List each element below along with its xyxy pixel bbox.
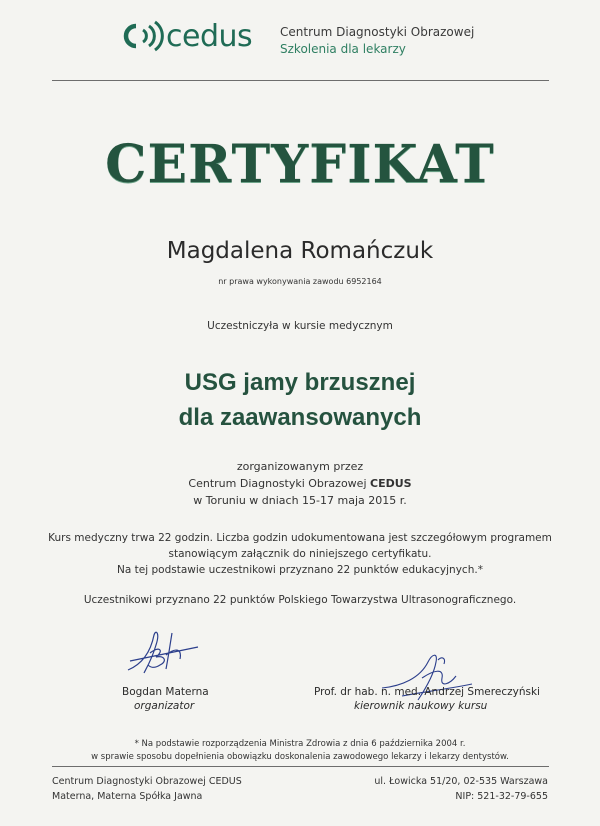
footnote-line-2: w sprawie sposobu dopełnienia obowiązku doskonalenia zawodowego lekarzy i lekarzy dentystów. [91, 752, 509, 762]
organizer-line [0, 475, 600, 492]
header-org-name: Centrum Diagnostyki Obrazowej [280, 25, 475, 39]
footer-nip: NIP: 521-32-79-655 [455, 791, 548, 802]
course-info-line-3: Na tej podstawie uczestnikowi przyznano 22 punktów edukacyjnych.* [117, 564, 483, 576]
organizer-block [0, 458, 600, 509]
logo-wordmark: cedus [166, 18, 253, 54]
course-title-line-2: dla zaawansowanych [178, 404, 422, 431]
organizer-signatory-name: Bogdan Materna [122, 686, 209, 698]
organizer-role: organizator [134, 700, 195, 712]
course-title-line-1: USG jamy brzusznej [184, 369, 416, 396]
certificate-title: CERTYFIKAT [105, 134, 495, 195]
header-divider [52, 80, 549, 81]
scientific-director-signature [372, 648, 482, 708]
participation-text: Uczestniczyła w kursie medycznym [207, 320, 393, 332]
organized-by-text: zorganizowanym przez [236, 460, 364, 473]
footer-company-name: Centrum Diagnostyki Obrazowej CEDUS [52, 776, 242, 787]
course-info-line-1: Kurs medyczny trwa 22 godzin. Liczba godzin udokumentowana jest szczegółowym programem [48, 532, 552, 544]
footer-company-legal: Materna, Materna Spółka Jawna [52, 791, 203, 802]
organizer-name: Centrum Diagnostyki Obrazowej [188, 477, 367, 490]
legal-footnote [0, 738, 600, 764]
organizer-signature [120, 625, 210, 680]
footnote-line-1: * Na podstawie rozporządzenia Ministra Zdrowia z dnia 6 października 2004 r. [134, 739, 466, 749]
course-info-line-2: stanowiącym załącznik do niniejszego certyfikatu. [168, 548, 432, 560]
header-org-info [280, 24, 474, 58]
footer-divider [52, 766, 549, 767]
director-signatory-name: Prof. dr hab. n. med. Andrzej Smereczyński [314, 686, 540, 698]
footer-address [374, 774, 548, 804]
organizer-brand: CEDUS [370, 477, 412, 490]
course-title [0, 365, 600, 435]
license-number: nr prawa wykonywania zawodu 6952164 [218, 277, 382, 286]
course-info [0, 530, 600, 578]
footer-company [52, 774, 242, 804]
cedus-logo [120, 18, 252, 54]
header-org-subtitle: Szkolenia dla lekarzy [280, 42, 406, 56]
footer-street: ul. Łowicka 51/20, 02-535 Warszawa [374, 776, 548, 787]
ptu-points-text: Uczestnikowi przyznano 22 punktów Polskiego Towarzystwa Ultrasonograficznego. [83, 594, 517, 606]
recipient-name: Magdalena Romańczuk [166, 238, 434, 264]
place-and-date: w Toruniu w dniach 15-17 maja 2015 r. [193, 494, 407, 507]
director-role: kierownik naukowy kursu [354, 700, 488, 712]
cedus-signal-icon [120, 18, 164, 54]
